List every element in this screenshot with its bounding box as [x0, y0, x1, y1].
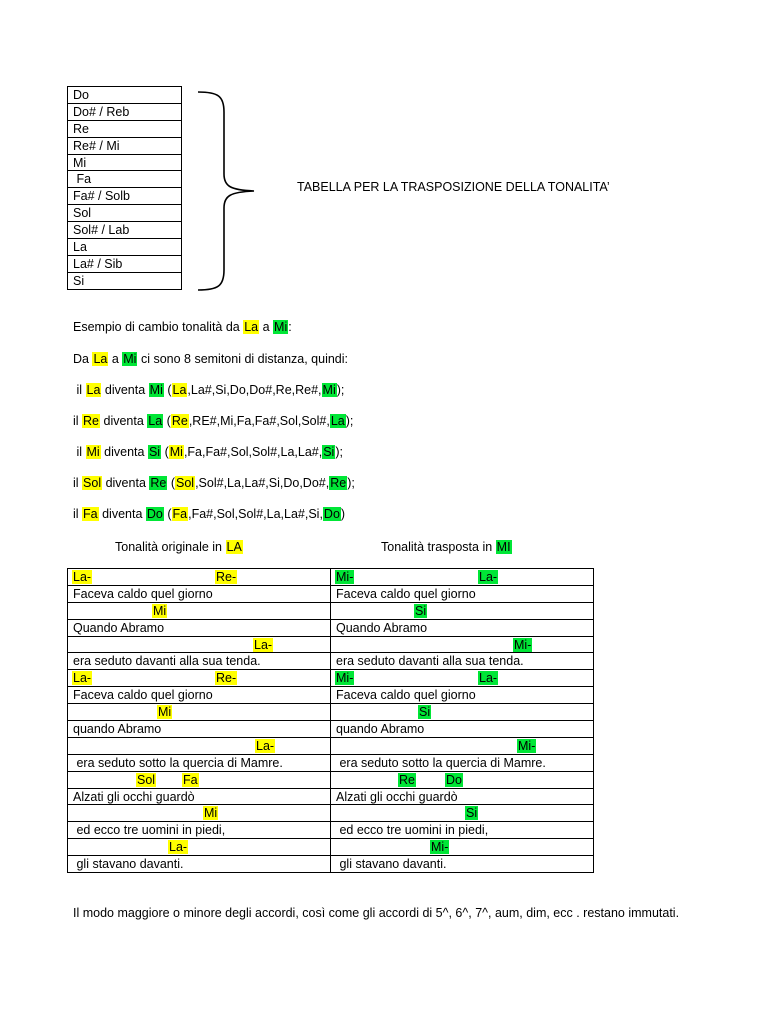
- rule-list: ,La#,Si,Do,Do#,Re,Re#,: [187, 383, 322, 397]
- rule-to: Si: [148, 445, 161, 459]
- note-row: [68, 154, 182, 171]
- lyric-row: [68, 788, 594, 805]
- original-cell: era seduto davanti alla sua tenda.: [68, 653, 331, 670]
- rule-from: Fa: [83, 507, 98, 521]
- rule-end: );: [345, 414, 354, 428]
- rule-pre: il: [73, 507, 83, 521]
- transposed-cell: [331, 602, 594, 619]
- rule-p1: (: [163, 383, 172, 397]
- rule-mid: diventa: [101, 383, 149, 397]
- transposed-cell: [331, 839, 594, 856]
- header-transposed: Tonalità trasposta in MI: [381, 540, 511, 554]
- original-cell: [68, 670, 331, 687]
- rule-line: [73, 383, 344, 397]
- rule-pre: il: [73, 476, 83, 490]
- rule-list: ,Fa,Fa#,Sol,Sol#,La,La#,: [183, 445, 323, 459]
- rule-pre: il: [73, 383, 86, 397]
- original-cell: Alzati gli occhi guardò: [68, 788, 331, 805]
- chord-row: [68, 704, 594, 721]
- lyric-row: [68, 619, 594, 636]
- note-row: [68, 205, 182, 222]
- song-table: [67, 568, 594, 873]
- example-distance: Da La a Mi ci sono 8 semitoni di distanza, quindi:: [73, 352, 349, 366]
- chord-label: Mi-: [336, 671, 354, 686]
- chord-row: [68, 737, 594, 754]
- transposed-cell: [331, 704, 594, 721]
- rule-s1: Fa: [172, 507, 188, 521]
- rule-pre: il: [73, 445, 86, 459]
- chord-label: Sol: [137, 772, 156, 787]
- chord-label: Do: [446, 772, 462, 787]
- rule-list: ,Sol#,La,La#,Si,Do,Do#,: [195, 476, 330, 490]
- transposed-cell: [331, 670, 594, 687]
- note-row: [68, 103, 182, 120]
- rule-line: [73, 507, 345, 521]
- rule-list: ,RE#,Mi,Fa,Fa#,Sol,Sol#,: [188, 414, 330, 428]
- transposed-cell: Alzati gli occhi guardò: [331, 788, 594, 805]
- chord-label: La-: [479, 671, 498, 686]
- original-cell: gli stavano davanti.: [68, 856, 331, 873]
- rule-end: );: [336, 383, 345, 397]
- chord-row: [68, 670, 594, 687]
- chord-label: Mi: [153, 603, 167, 618]
- note-name: Mi: [68, 154, 182, 171]
- rule-from: Sol: [83, 476, 102, 490]
- rule-line: [73, 445, 343, 459]
- note-row: [68, 222, 182, 239]
- chord-label: Mi-: [518, 738, 536, 753]
- chord-label: Mi-: [514, 637, 532, 652]
- original-cell: Quando Abramo: [68, 619, 331, 636]
- original-cell: quando Abramo: [68, 721, 331, 738]
- chord-label: Si: [466, 806, 478, 821]
- rule-s2: Si: [323, 445, 335, 459]
- rule-mid: diventa: [98, 507, 146, 521]
- chord-label: La-: [256, 738, 275, 753]
- rule-to: Mi: [149, 383, 163, 397]
- note-row: [68, 137, 182, 154]
- chord-row: [68, 636, 594, 653]
- transposed-cell: era seduto davanti alla sua tenda.: [331, 653, 594, 670]
- note-name: Re# / Mi: [68, 137, 182, 154]
- transposed-cell: [331, 569, 594, 586]
- rule-p1: (: [161, 445, 169, 459]
- chord-label: La-: [254, 637, 273, 652]
- note-name: Re: [68, 120, 182, 137]
- chord-label: Si: [419, 705, 431, 720]
- rule-end: );: [347, 476, 355, 490]
- transposed-cell: quando Abramo: [331, 721, 594, 738]
- original-cell: era seduto sotto la quercia di Mamre.: [68, 754, 331, 771]
- note-row: [68, 255, 182, 272]
- note-name: La# / Sib: [68, 255, 182, 272]
- rule-s2: Do: [323, 507, 340, 521]
- transposed-cell: [331, 771, 594, 788]
- rule-mid: diventa: [100, 445, 148, 459]
- lyric-row: [68, 687, 594, 704]
- chord-label: Fa: [183, 772, 198, 787]
- lyric-row: [68, 721, 594, 738]
- chord-row: [68, 839, 594, 856]
- chord-label: Mi-: [431, 840, 449, 855]
- original-cell: [68, 737, 331, 754]
- chord-label: Mi: [204, 806, 218, 821]
- transposed-cell: [331, 805, 594, 822]
- note-name: Fa# / Solb: [68, 188, 182, 205]
- transposed-cell: Faceva caldo quel giorno: [331, 687, 594, 704]
- note-name: Do# / Reb: [68, 103, 182, 120]
- chord-label: Mi: [158, 705, 172, 720]
- rule-to: La: [148, 414, 163, 428]
- rule-p1: (: [163, 507, 172, 521]
- note-name: Sol# / Lab: [68, 222, 182, 239]
- chord-label: Mi-: [336, 570, 354, 584]
- rule-p1: (: [163, 414, 171, 428]
- original-cell: [68, 805, 331, 822]
- lyric-row: [68, 822, 594, 839]
- footer-note: Il modo maggiore o minore degli accordi, così come gli accordi di 5^, 6^, 7^, aum, dim, ecc . restano immutati.: [73, 906, 680, 920]
- note-row: [68, 171, 182, 188]
- note-row: [68, 188, 182, 205]
- note-name: Do: [68, 87, 182, 104]
- lyric-row: [68, 856, 594, 873]
- chord-label: La-: [73, 671, 92, 686]
- rule-s2: Mi: [322, 383, 336, 397]
- rule-from: Re: [83, 414, 100, 428]
- transposed-cell: era seduto sotto la quercia di Mamre.: [331, 754, 594, 771]
- rule-s2: La: [330, 414, 345, 428]
- original-cell: [68, 602, 331, 619]
- chord-label: La-: [73, 570, 92, 584]
- rule-s1: Mi: [169, 445, 183, 459]
- transposed-cell: ed ecco tre uomini in piedi,: [331, 822, 594, 839]
- transposed-cell: [331, 636, 594, 653]
- curly-brace: [196, 90, 260, 296]
- original-cell: Faceva caldo quel giorno: [68, 687, 331, 704]
- original-cell: [68, 569, 331, 586]
- chord-row: [68, 805, 594, 822]
- rule-mid: diventa: [100, 414, 148, 428]
- original-cell: Faceva caldo quel giorno: [68, 585, 331, 602]
- rule-s2: Re: [330, 476, 347, 490]
- original-cell: [68, 839, 331, 856]
- transposed-cell: [331, 737, 594, 754]
- note-name: Si: [68, 272, 182, 289]
- table-title: TABELLA PER LA TRASPOSIZIONE DELLA TONALITA’: [297, 180, 610, 194]
- rule-p1: (: [167, 476, 175, 490]
- note-row: [68, 87, 182, 104]
- rule-from: La: [86, 383, 101, 397]
- rule-end: );: [335, 445, 343, 459]
- lyric-row: [68, 754, 594, 771]
- rule-from: Mi: [86, 445, 100, 459]
- rule-line: [73, 414, 353, 428]
- rule-end: ): [340, 507, 346, 521]
- note-name: Fa: [68, 171, 182, 188]
- chord-label: Re: [399, 772, 415, 787]
- original-cell: [68, 771, 331, 788]
- rule-s1: Re: [171, 414, 188, 428]
- rule-s1: Sol: [176, 476, 195, 490]
- rule-line: [73, 476, 355, 490]
- original-cell: ed ecco tre uomini in piedi,: [68, 822, 331, 839]
- chord-label: Re-: [216, 570, 237, 584]
- transposed-cell: Quando Abramo: [331, 619, 594, 636]
- note-name: Sol: [68, 205, 182, 222]
- rule-s1: La: [172, 383, 187, 397]
- lyric-row: [68, 585, 594, 602]
- original-cell: [68, 704, 331, 721]
- header-original: Tonalità originale in LA: [115, 540, 242, 554]
- chord-row: [68, 569, 594, 586]
- chord-label: La-: [479, 570, 498, 584]
- rule-mid: diventa: [102, 476, 150, 490]
- chord-row: [68, 771, 594, 788]
- transposed-cell: gli stavano davanti.: [331, 856, 594, 873]
- chord-label: Si: [415, 603, 427, 618]
- chord-label: Re-: [216, 671, 237, 686]
- rule-to: Re: [150, 476, 167, 490]
- example-intro: Esempio di cambio tonalità da La a Mi:: [73, 320, 292, 334]
- note-row: [68, 239, 182, 256]
- rule-pre: il: [73, 414, 83, 428]
- note-name: La: [68, 239, 182, 256]
- lyric-row: [68, 653, 594, 670]
- chord-label: La-: [169, 840, 188, 855]
- chord-row: [68, 602, 594, 619]
- transposed-cell: Faceva caldo quel giorno: [331, 585, 594, 602]
- rule-to: Do: [146, 507, 163, 521]
- note-row: [68, 120, 182, 137]
- note-row: [68, 272, 182, 289]
- original-cell: [68, 636, 331, 653]
- rule-list: ,Fa#,Sol,Sol#,La,La#,Si,: [188, 507, 323, 521]
- notes-table: [67, 86, 182, 290]
